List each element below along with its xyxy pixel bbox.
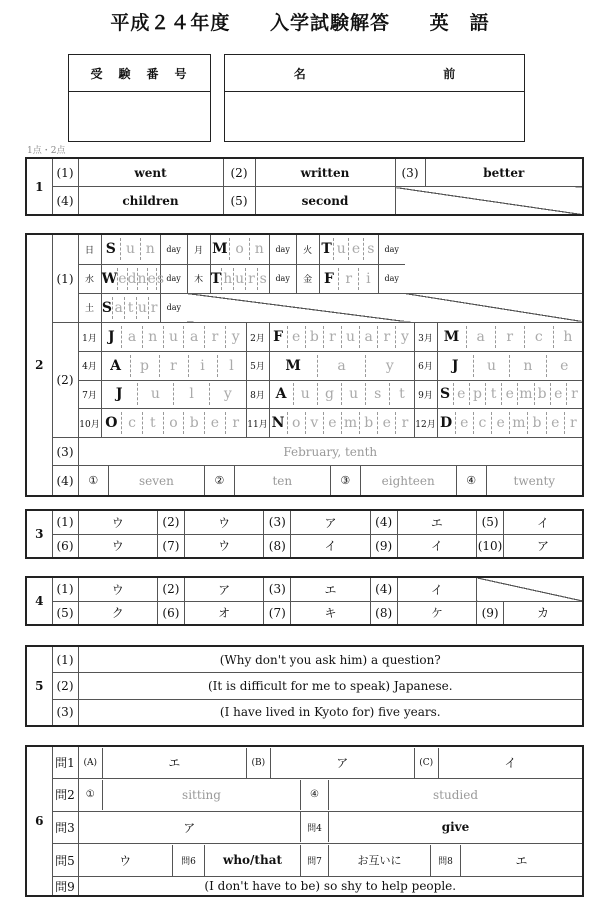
exam-number-box[interactable] xyxy=(68,54,211,142)
answer-cell: お互いに xyxy=(329,845,431,876)
question-number: (8) xyxy=(264,534,291,558)
letter: t xyxy=(142,412,163,434)
letter-boxes xyxy=(101,380,246,409)
letter: b xyxy=(534,383,550,405)
letter: b xyxy=(527,412,545,434)
section-4 xyxy=(25,576,584,626)
answer-cell: ウ xyxy=(78,534,157,558)
sub-label: (B) xyxy=(246,748,270,778)
name-label-left: 名 xyxy=(293,66,306,81)
answer-cell: seven xyxy=(109,466,205,495)
letter-boxes xyxy=(319,235,378,264)
section-5 xyxy=(25,645,584,727)
letter: u xyxy=(293,383,317,405)
letter: m xyxy=(509,412,527,434)
blank-cell xyxy=(395,187,583,216)
row-label: 土 xyxy=(79,293,102,322)
answer-cell: (I have lived in Kyoto for) five years. xyxy=(78,699,583,726)
answer-cell: February, tenth xyxy=(78,438,583,466)
question-number: (5) xyxy=(223,187,255,216)
row-label: 9月 xyxy=(414,380,437,409)
letter: u xyxy=(473,355,509,377)
letter: A xyxy=(275,386,287,403)
circle-number: ④ xyxy=(456,466,486,495)
letter: u xyxy=(333,238,348,260)
row-label: 4月 xyxy=(79,352,102,381)
letter-boxes xyxy=(101,293,160,322)
question-number: 問9 xyxy=(52,877,78,896)
row-label: 木 xyxy=(187,264,210,293)
answer-cell: ア xyxy=(270,748,414,778)
row-label: 10月 xyxy=(79,409,102,438)
letter: S xyxy=(101,299,112,316)
letter: c xyxy=(121,412,142,434)
day-suffix: day xyxy=(160,293,187,322)
letter: b xyxy=(183,412,204,434)
question-number: (4) xyxy=(370,510,397,534)
title-subject: 英 語 xyxy=(429,12,490,34)
letter: u xyxy=(120,238,140,260)
letter: m xyxy=(517,383,533,405)
title-exam: 入学試験解答 xyxy=(269,12,390,34)
answer-cell: (It is difficult for me to speak) Japanese. xyxy=(78,673,583,699)
letter-boxes xyxy=(437,380,582,409)
row-label: 2月 xyxy=(246,323,269,352)
row-label: 8月 xyxy=(246,380,269,409)
letter: r xyxy=(495,326,524,348)
letter: M xyxy=(212,241,228,258)
letter: a xyxy=(112,297,124,319)
letter: u xyxy=(341,326,359,348)
section-number: 6 xyxy=(26,746,52,896)
letter: c xyxy=(524,326,553,348)
question-number: (7) xyxy=(264,601,291,625)
months-grid xyxy=(78,323,583,438)
answer-cell: ア xyxy=(291,510,370,534)
question-number: 問4 xyxy=(301,812,329,842)
letter: m xyxy=(341,412,359,434)
question-number: 問6 xyxy=(173,845,205,876)
letter-boxes xyxy=(101,323,246,352)
letter: J xyxy=(108,329,115,345)
day-suffix: day xyxy=(269,235,296,264)
letter: u xyxy=(233,268,245,290)
circle-number: ① xyxy=(79,466,109,495)
row-label: 水 xyxy=(79,264,102,293)
letter-boxes xyxy=(101,409,246,438)
day-suffix: day xyxy=(160,235,187,264)
letter: s xyxy=(363,238,378,260)
points-note: 1点・2点 xyxy=(27,146,66,156)
question-number: (4) xyxy=(370,577,397,601)
letter: N xyxy=(271,415,285,431)
answer-cell: (I don't have to be) so shy to help people. xyxy=(78,877,583,896)
question-number: (2) xyxy=(157,510,184,534)
day-suffix: day xyxy=(160,264,187,293)
answer-row xyxy=(78,811,583,843)
question-number: (5) xyxy=(52,601,78,625)
letter-boxes xyxy=(437,352,582,381)
letter: b xyxy=(359,412,377,434)
letter: r xyxy=(395,412,413,434)
letter-boxes xyxy=(269,352,414,381)
letter: a xyxy=(183,326,204,348)
row-label: 火 xyxy=(296,235,319,264)
letter: r xyxy=(566,383,582,405)
answer-cell: イ xyxy=(397,577,476,601)
answer-cell: ク xyxy=(78,601,157,625)
letter: t xyxy=(485,383,501,405)
row-label: 3月 xyxy=(414,323,437,352)
letter: r xyxy=(245,268,257,290)
question-number: (3) xyxy=(395,158,425,187)
section-3 xyxy=(25,509,584,559)
letter: o xyxy=(163,412,184,434)
answer-cell: second xyxy=(255,187,395,216)
letter: h xyxy=(221,268,233,290)
question-number: (8) xyxy=(370,601,397,625)
row-label: 月 xyxy=(187,235,210,264)
letter: e xyxy=(287,326,305,348)
row-label: 7月 xyxy=(79,380,102,409)
answer-cell: エ xyxy=(291,577,370,601)
letter-boxes xyxy=(101,235,160,264)
section-number: 5 xyxy=(26,646,52,726)
question-number: (4) xyxy=(52,187,78,216)
row-label: 日 xyxy=(79,235,102,264)
sub-label: (C) xyxy=(414,748,438,778)
letter: d xyxy=(127,268,137,290)
answer-cell: エ xyxy=(103,748,247,778)
answer-cell: オ xyxy=(184,601,263,625)
letter-boxes xyxy=(210,235,269,264)
answer-cell: ア xyxy=(184,577,263,601)
letter: y xyxy=(365,355,413,377)
circle-number: ② xyxy=(204,466,234,495)
answer-row xyxy=(78,746,583,779)
letter: e xyxy=(204,412,225,434)
answer-cell: twenty xyxy=(513,473,556,488)
letter: i xyxy=(358,268,378,290)
row-label: 6月 xyxy=(414,352,437,381)
letter: e xyxy=(323,412,341,434)
name-label xyxy=(225,55,524,92)
answer-cell: ウ xyxy=(78,577,157,601)
question-number: (10) xyxy=(477,534,504,558)
question-number: (7) xyxy=(157,534,184,558)
letter: s xyxy=(257,268,269,290)
question-number: (1) xyxy=(52,577,78,601)
answer-cell: eighteen xyxy=(360,466,456,495)
letter: n xyxy=(142,326,163,348)
letter: r xyxy=(377,326,395,348)
answer-cell: give xyxy=(441,820,470,835)
answer-row xyxy=(78,779,583,811)
letter: n xyxy=(140,238,160,260)
letter: r xyxy=(338,268,358,290)
letter: u xyxy=(137,383,173,405)
question-number: (1) xyxy=(52,234,78,323)
question-number: 問7 xyxy=(301,845,329,876)
section-number: 4 xyxy=(26,577,52,625)
letter: e xyxy=(491,412,509,434)
letter: n xyxy=(137,268,147,290)
letter: W xyxy=(101,270,118,287)
answer-cell: ウ xyxy=(79,845,173,876)
letter: F xyxy=(273,329,284,345)
question-number: (2) xyxy=(52,673,78,699)
letter: o xyxy=(287,412,305,434)
row-label: 11月 xyxy=(246,409,269,438)
question-number: (6) xyxy=(157,601,184,625)
answer-cell: イ xyxy=(504,756,517,771)
answer-cell: ウ xyxy=(184,534,263,558)
circle-number: ① xyxy=(79,780,103,810)
letter: a xyxy=(466,326,495,348)
letter: e xyxy=(550,383,566,405)
letter: e xyxy=(546,355,582,377)
question-number: (1) xyxy=(52,510,78,534)
question-number: (1) xyxy=(52,158,78,187)
letter: e xyxy=(546,412,564,434)
answer-cell: better xyxy=(425,158,583,187)
day-suffix: day xyxy=(378,264,405,293)
letter: p xyxy=(469,383,485,405)
answer-cell: ア xyxy=(79,812,301,842)
letter: M xyxy=(443,329,460,345)
exam-number-label: 受 験 番 号 xyxy=(69,55,210,92)
question-number: 問5 xyxy=(52,843,78,876)
letter-boxes xyxy=(437,409,582,438)
letter: D xyxy=(440,415,453,431)
question-number: (3) xyxy=(52,699,78,726)
answer-cell: children xyxy=(78,187,223,216)
question-number: 問2 xyxy=(52,779,78,811)
sub-label: (A) xyxy=(79,748,103,778)
letter: y xyxy=(209,383,245,405)
question-number: (6) xyxy=(52,534,78,558)
day-suffix: day xyxy=(269,264,296,293)
letter-boxes xyxy=(319,264,378,293)
answer-cell: ten xyxy=(234,466,330,495)
day-suffix: day xyxy=(378,235,405,264)
letter: a xyxy=(317,355,365,377)
section-number: 2 xyxy=(26,234,52,496)
letter: e xyxy=(455,412,473,434)
letter: t xyxy=(389,383,413,405)
letter: r xyxy=(148,297,160,319)
answer-cell: written xyxy=(255,158,395,187)
letter: y xyxy=(225,326,246,348)
question-number: (9) xyxy=(477,601,504,625)
question-number: 問3 xyxy=(52,811,78,843)
letter: S xyxy=(105,241,116,258)
title-year: 平成２４年度 xyxy=(110,12,231,34)
question-number: (3) xyxy=(264,577,291,601)
row-label: 1月 xyxy=(79,323,102,352)
letter: l xyxy=(217,355,246,377)
name-box[interactable] xyxy=(224,54,525,142)
letter: e xyxy=(147,268,156,290)
letter: r xyxy=(564,412,582,434)
letter: y xyxy=(395,326,413,348)
letter: s xyxy=(365,383,389,405)
row-label: 金 xyxy=(296,264,319,293)
blank-cell xyxy=(477,577,583,601)
letter-boxes xyxy=(210,264,269,293)
letter: n xyxy=(249,238,269,260)
letter: T xyxy=(321,241,332,258)
letter: t xyxy=(124,297,136,319)
letter: a xyxy=(359,326,377,348)
answer-cell: sitting xyxy=(103,780,301,810)
days-grid xyxy=(78,234,583,323)
answer-cell: went xyxy=(78,158,223,187)
answer-cell: ケ xyxy=(397,601,476,625)
circle-number: ④ xyxy=(301,780,329,810)
answer-row xyxy=(78,843,583,876)
letter: o xyxy=(229,238,249,260)
letter: e xyxy=(501,383,517,405)
letter-boxes xyxy=(101,352,246,381)
name-label-right: 前 xyxy=(443,66,456,81)
answer-cell: カ xyxy=(504,601,583,625)
circle-number: ③ xyxy=(330,466,360,495)
question-number: (2) xyxy=(52,323,78,438)
letter: F xyxy=(324,270,334,287)
letter-boxes xyxy=(269,380,414,409)
question-number: (2) xyxy=(157,577,184,601)
letter: A xyxy=(110,357,121,374)
question-number: 問1 xyxy=(52,746,78,779)
section-6 xyxy=(25,745,584,897)
blank-cell xyxy=(187,293,405,322)
question-number: (5) xyxy=(477,510,504,534)
answer-cell: イ xyxy=(504,510,583,534)
letter: u xyxy=(136,297,148,319)
letter: O xyxy=(105,415,118,431)
question-number: 問8 xyxy=(431,845,461,876)
answer-cell: (Why don't you ask him) a question? xyxy=(78,646,583,673)
letter: r xyxy=(225,412,246,434)
section-number: 1 xyxy=(26,158,52,215)
section-1 xyxy=(25,157,584,216)
letter: n xyxy=(509,355,545,377)
letter: e xyxy=(377,412,395,434)
letter: a xyxy=(121,326,142,348)
answer-row xyxy=(78,466,583,497)
answer-cell: イ xyxy=(291,534,370,558)
row-label: 12月 xyxy=(414,409,437,438)
answer-cell: ア xyxy=(504,534,583,558)
letter: e xyxy=(348,238,363,260)
letter: u xyxy=(163,326,184,348)
answer-cell: エ xyxy=(515,853,528,868)
letter: s xyxy=(156,268,164,290)
letter: r xyxy=(159,355,188,377)
question-number: (2) xyxy=(223,158,255,187)
blank-cell xyxy=(405,293,582,322)
row-label: 5月 xyxy=(246,352,269,381)
letter: p xyxy=(130,355,159,377)
letter: J xyxy=(115,386,123,403)
question-number: (9) xyxy=(370,534,397,558)
letter-boxes xyxy=(101,264,165,293)
page-title xyxy=(0,8,600,35)
letter: J xyxy=(451,357,459,374)
letter: g xyxy=(317,383,341,405)
answer-cell: イ xyxy=(397,534,476,558)
letter: T xyxy=(210,270,222,287)
question-number: (4) xyxy=(52,466,78,497)
letter-boxes xyxy=(269,323,414,352)
letter: r xyxy=(323,326,341,348)
letter: h xyxy=(553,326,582,348)
answer-cell: ウ xyxy=(184,510,263,534)
answer-cell: who/that xyxy=(205,845,301,876)
letter: i xyxy=(188,355,217,377)
answer-cell: studied xyxy=(432,787,478,802)
answer-cell: ウ xyxy=(78,510,157,534)
letter: r xyxy=(204,326,225,348)
question-number: (3) xyxy=(264,510,291,534)
question-number: (1) xyxy=(52,646,78,673)
answer-cell: エ xyxy=(397,510,476,534)
letter: l xyxy=(173,383,209,405)
answer-cell: キ xyxy=(291,601,370,625)
letter: e xyxy=(117,268,126,290)
section-2 xyxy=(25,233,584,497)
question-number: (3) xyxy=(52,438,78,466)
letter: b xyxy=(305,326,323,348)
letter: c xyxy=(473,412,491,434)
letter: S xyxy=(440,386,451,403)
letter: e xyxy=(453,383,469,405)
letter: u xyxy=(341,383,365,405)
letter-boxes xyxy=(437,323,582,352)
letter: M xyxy=(285,357,301,374)
section-number: 3 xyxy=(26,510,52,558)
letter-boxes xyxy=(269,409,414,438)
letter: v xyxy=(305,412,323,434)
